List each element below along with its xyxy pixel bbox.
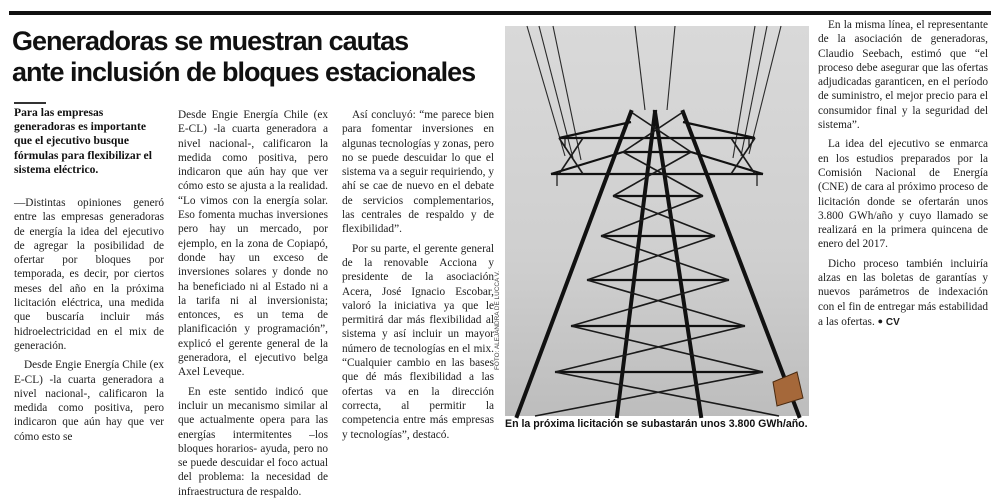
deck-summary: Para las empresas generadoras es importante que el ejecutivo busque fórmulas para flexibilizar el sistema eléctrico. bbox=[14, 106, 152, 176]
article-paragraph-1: —Distintas opiniones generó entre las empresas generadoras de energía la idea del ejecutivo de agregar la posibilidad de ofertar por bloques por temporada, es decir, por ciertos meses del año en la próxima licitación eléctrica, una medida que buscaría incluir más hidroelectricidad en el mix de generación. bbox=[14, 197, 164, 352]
article-paragraph-4: Así concluyó: “me parece bien para fomentar inversiones en algunas tecnologías y zonas, pero no se puede descuidar lo que el sistema va a seguir requiriendo, y ahí se cae de nuevo en el debate de servicios complementarios, las centrales de respaldo y de flexibilidad”. bbox=[342, 109, 494, 236]
transmission-tower-illustration bbox=[505, 26, 809, 416]
headline-line-1: Generadoras se muestran cautas bbox=[12, 26, 409, 56]
headline bbox=[12, 26, 502, 88]
article-paragraph-5: Por su parte, el gerente general de la renovable Acciona y presidente de la asociación Acera, José Ignacio Escobar, valoró la iniciativa ya que le permitirá dar más flexibilidad al sistema y así incluir un mayor número de tecnologías en el mix. “Cualquier cambio en las bases que dé más flexibilidad a las ofertas va en la dirección correcta, al permitir la competencia entre más empresas y tecnologías”, destacó. bbox=[342, 242, 494, 441]
photo-credit: FOTO: ALEJANDRA DE LUCCA V. bbox=[494, 270, 501, 370]
author-signature: CV bbox=[885, 316, 900, 328]
top-rule bbox=[9, 11, 991, 15]
article-paragraph-2: Desde Engie Energía Chile (ex E-CL) -la cuarta generadora a nivel nacional-, calificaron la medida como positiva, pero indicaron que aún hay que ver cómo esto se ajusta a la realidad. “Lo vimos con la energía solar. Eso fomenta muchas inversiones pero hay un mercado, por ejemplo, en la zona de Copiapó, donde hay un exceso de inversiones solares y donde no ha beneficiado ni al Estado ni a la tarifa ni al inversionista; entonces, es un tema de planificación y programación”, explicó el gerente general de la generadora, el ejecutivo belga Axel Leveque. bbox=[178, 109, 328, 379]
photo-caption: En la próxima licitación se subastarán unos 3.800 GWh/año. bbox=[505, 418, 808, 430]
article-paragraph-7: La idea del ejecutivo se enmarca en los estudios preparados por la Comisión Nacional de Energía (CNE) de cara al próximo proceso de licitación donde se ofertarán unos 3.800 GWh/año y cuyo llamado se realizará en la primera quincena de enero del 2017. bbox=[818, 138, 988, 251]
article-column-3 bbox=[342, 108, 494, 441]
article-paragraph-3: En este sentido indicó que incluir un mecanismo similar al que actualmente opera para las energías intermitentes –los bloques horarios- ayuda, pero no se puede descuidar el foco actual del problema: la necesidad de infraestructura de respaldo. bbox=[178, 385, 328, 498]
transmission-tower-photo bbox=[505, 26, 809, 416]
article-paragraph-2-start: Desde Engie Energía Chile (ex E-CL) -la cuarta generadora a nivel nacional-, calificaron la medida como positiva, pero indicaron que aún hay que ver cómo esto se bbox=[14, 359, 164, 443]
deck-rule bbox=[14, 102, 46, 104]
article-column-2 bbox=[178, 108, 328, 498]
article-column-4 bbox=[818, 18, 988, 438]
article-paragraph-8: Dicho proceso también incluiría alzas en las boletas de garantías y nuevos parámetros de indexación con el fin de entregar más estabilidad a las ofertas. bbox=[818, 257, 988, 328]
article-paragraph-6: En la misma línea, el representante de la asociación de generadoras, Claudio Seebach, estimó que “el proceso debe asegurar que las ofertas adjudicadas garanticen, en el período de suministro, el mejor precio para el consumidor final y la seguridad del sistema”. bbox=[818, 19, 988, 132]
article-column-1 bbox=[14, 196, 164, 443]
end-mark-icon: ● bbox=[877, 315, 884, 326]
headline-line-2: ante inclusión de bloques estacionales bbox=[12, 57, 476, 87]
article-paragraph-8-wrap bbox=[818, 257, 988, 330]
